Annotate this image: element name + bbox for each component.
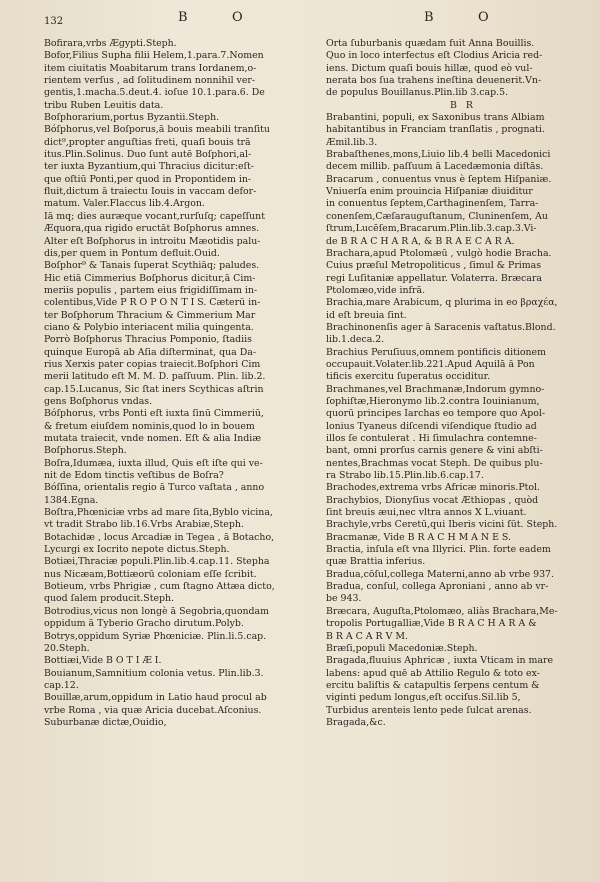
text-line: Alter eſt Boſphorus in introitu Mæotidis palu- (44, 235, 261, 247)
text-line: Bóſphorus, vrbs Ponti eſt iuxta ſinū Cimmeriū, (44, 408, 264, 420)
text-line: Bractia, inſula eſt vna Illyrici. Plin. forte eadem (326, 544, 551, 556)
text-line: Cuius præſul Metropoliticus , ſimul & Primas (326, 260, 542, 272)
text-line: item ciuitatis Moabitarum trans Iordanem,o- (44, 62, 257, 74)
text-line: Ptolomæo,vide infrā. (326, 284, 426, 296)
text-line: iens. Dictum quaſi bouis hillæ, quod eò vul- (326, 62, 533, 74)
text-line: nus Nicæam,Bottiæorū coloniam eſſe ſcribit. (44, 568, 257, 580)
text-line: Bradua,cōſul,collega Materni,anno ab vrbe 937. (326, 568, 555, 580)
right-column (326, 38, 600, 729)
text-line: itus.Plin.Solinus. Duo ſunt autē Boſphori,al- (44, 149, 252, 161)
text-line: ercitu baliſtis & catapultis ſerpens centum & (326, 679, 540, 691)
running-header (0, 10, 600, 30)
text-line: matum. Valer.Flaccus lib.4.Argon. (44, 198, 205, 210)
text-line: B R (450, 99, 476, 111)
text-line: Boſphorus.Steph. (44, 445, 127, 457)
text-line: ra Strabo lib.15.Plin.lib.6.cap.17. (326, 470, 484, 482)
running-letter-left-1: B (178, 10, 188, 25)
text-line: Brachodes,extrema vrbs Africæ minoris.Ptol. (326, 482, 541, 494)
text-line: Hic etiā Cimmerius Boſphorus dicitur,ā Cim- (44, 272, 256, 284)
text-line: Bradua, conſul, collega Aproniani , anno ab vr- (326, 581, 549, 593)
text-line: oppidum ā Tyberio Gracho dirutum.Polyb. (44, 618, 244, 630)
text-line: Boſphor⁹ & Tanais ſuperat Scythiāq; paludes. (44, 260, 260, 272)
text-line: Turbidus arenteis lento pede ſulcat arenas. (326, 704, 532, 716)
text-line: Quo in loco interfectus eſt Clodius Aricia red- (326, 50, 543, 62)
text-line: cap.15.Lucanus, Sic ſtat iners Scythicas aſtrin (44, 383, 264, 395)
text-line: de B R A C H A R A, & B R A E C A R A. (326, 235, 515, 247)
text-line: Brachia,mare Arabicum, q plurima in eo βραχέα, (326, 297, 558, 309)
text-line: Brachybios, Dionyſius vocat Æthiopas , quòd (326, 494, 539, 506)
text-line: habitantibus in Franciam tranſlatis , prognati. (326, 124, 545, 136)
text-line: Boſphorarium,portus Byzantii.Steph. (44, 112, 220, 124)
running-letter-right-2: O (478, 10, 489, 25)
text-line: ciano & Polybio interiacent milia quingenta. (44, 321, 254, 333)
text-line: lonius Tyaneus diſcendi viſendique ſtudio ad (326, 420, 537, 432)
running-letter-left-2: O (232, 10, 243, 25)
text-line: viginti pedum longus,eſt occiſus.Sil.lib 5, (326, 692, 521, 704)
text-line: nentes,Brachmas vocat Steph. De quibus plu- (326, 457, 543, 469)
text-line: quæ Brattia inferius. (326, 556, 426, 568)
text-line: Brachara,apud Ptolomæū , vulgò hodie Bracha. (326, 247, 552, 259)
text-line: Orta ſuburbanis quædam fuit Anna Bouillis. (326, 38, 535, 49)
text-line: lib.1.deca.2. (326, 334, 385, 346)
text-line: Botachidæ , locus Arcadiæ in Tegea , ā Botacho, (44, 531, 275, 543)
text-line: 20.Steph. (44, 642, 90, 654)
text-line: Bouillæ,arum,oppidum in Latio haud procul ab (44, 692, 267, 704)
text-line: Botrys,oppidum Syriæ Phœniciæ. Plin.li.5.cap. (44, 630, 267, 642)
text-line: gens Boſphorus vndas. (44, 395, 153, 407)
text-line: Porrò Boſphorus Thracius Pomponio, ſtadiis (44, 334, 252, 346)
text-line: rius Xerxis pater copias traiecit.Boſphori Cim (44, 358, 261, 370)
text-line: Brabantini, populi, ex Saxonibus trans Albiam (326, 112, 545, 124)
text-line: ter Boſphorum Thracium & Cimmerium Mar (44, 309, 256, 321)
text-line: rientem verſus , ad ſolitudinem nonnihil ver- (44, 75, 256, 87)
text-line: Bofor,Filius Supha filii Helem,1.para.7.Nomen (44, 50, 264, 62)
text-line: tificis exercitu ſuperatus occiditur. (326, 371, 491, 383)
text-line: que oſtiū Ponti,per quod in Propontidem in- (44, 173, 252, 185)
text-line: & fretum eiuſdem nominis,quod lo in bouem (44, 420, 255, 432)
text-line: Botiæi,Thraciæ populi.Plin.lib.4.cap.11. Stepha (44, 556, 270, 568)
left-column (44, 38, 318, 729)
text-line: id eſt breuia ſint. (326, 309, 407, 321)
text-line: ſtrum,Lucēſem,Bracarum.Plin.lib.3.cap.3.Vi- (326, 223, 537, 235)
text-line: Boſra,Idumæa, iuxta illud, Quis eſt iſte qui ve- (44, 457, 263, 469)
text-line: Bottiæi,Vide B O T I Æ I. (44, 655, 162, 667)
page-number: 132 (44, 16, 64, 27)
text-line: Lycurgi ex Iocrito nepote dictus.Steph. (44, 544, 230, 556)
text-line: quorū principes Iarchas eo tempore quo Apol- (326, 408, 546, 420)
text-line: Brachinonenſis ager ā Saracenis vaſtatus.Blond. (326, 321, 556, 333)
text-line: Boſtra,Phœniciæ vrbs ad mare ſita,Byblo vicina, (44, 507, 273, 519)
text-line: B R A C A R V M. (326, 630, 408, 642)
text-line: conenſem,Cæſarauguſtanum, Cluninenſem, Au (326, 210, 548, 222)
text-line: occupauit.Volater.lib.221.Apud Aquilā ā Pon (326, 358, 535, 370)
text-line: nerata bos ſua trahens ineſtina deuenerit.Vn- (326, 75, 542, 87)
text-line: Æquora,qua rigido eructāt Boſphorus amnes. (44, 223, 260, 235)
text-line: Brachmanes,vel Brachmanæ,Indorum gymno- (326, 383, 545, 395)
text-line: bant, omni prorſus carnis genere & vini abſti- (326, 445, 543, 457)
text-line: quinque Europā ab Aſia diſterminat, qua Da- (44, 346, 256, 358)
text-line: Brachyle,vrbs Ceretū,qui Iberis vicini ſūt. Steph. (326, 519, 558, 531)
text-line: regi Luſitaniæ appellatur. Volaterra. Bræcara (326, 272, 542, 284)
text-line: Botrodius,vicus non longè ā Segobria,quondam (44, 605, 269, 617)
text-line: dis,per quem in Pontum defluit.Ouid. (44, 247, 220, 259)
text-line: Botieum, vrbs Phrigiæ , cum ſtagno Attæa dicto, (44, 581, 275, 593)
text-line: Æmil.lib.3. (326, 136, 378, 148)
text-line: Bræſi,populi Macedoniæ.Steph. (326, 642, 478, 654)
text-line: ter iuxta Byzantium,qui Thracius dicitur:eſt- (44, 161, 254, 173)
text-line: quod ſalem producit.Steph. (44, 593, 175, 605)
text-line: Bragada,&c. (326, 716, 386, 728)
text-line: ſophiſtæ,Hieronymo lib.2.contra Iouinianum, (326, 395, 540, 407)
text-line: Bóſſina, orientalis regio ā Turco vaſtata , anno (44, 482, 265, 494)
text-line: Bræcara, Auguſta,Ptolomæo, aliàs Brachara,Me- (326, 605, 558, 617)
text-line: vrbe Roma , via quæ Aricia ducebat.Aſconius. (44, 704, 262, 716)
text-line: in conuentus ſeptem,Carthaginenſem, Tarra- (326, 198, 539, 210)
text-line: merii latitudo eſt M. M. D. paſſuum. Plin. lib.2. (44, 371, 266, 383)
text-line: meriis populis , partem eius frigidiſſimam in- (44, 284, 258, 296)
text-line: Brabaſthenes,mons,Liuio lib.4 belli Macedonici (326, 149, 551, 161)
text-line: ſint breuis æui,nec vltra annos X L.viuant. (326, 507, 527, 519)
text-line: gentis,1.macha.5.deut.4. ioſue 10.1.para.6. De (44, 87, 265, 99)
text-line: Suburbanæ dictæ,Ouidio, (44, 716, 167, 728)
text-line: Bracarum , conuentus vnus è ſeptem Hiſpaniæ. (326, 173, 552, 185)
text-line: Bragada,fluuius Aphricæ , iuxta Vticam in mare (326, 655, 554, 667)
text-line: dict⁹,propter anguſtias freti, quaſi bouis trā (44, 136, 251, 148)
text-line: Vniuerſa enim prouincia Hiſpaniæ diuiditur (326, 186, 533, 198)
text-line: 1384.Egna. (44, 494, 99, 506)
text-line: Bóſphorus,vel Boſporus,ā bouis meabili tranſitu (44, 124, 270, 136)
text-line: colentibus,Vide P R O P O N T I S. Cæterū in- (44, 297, 261, 309)
text-line: be 943. (326, 593, 362, 605)
text-line: decem millib. paſſuum ā Lacedæmonia diſtās. (326, 161, 544, 173)
text-line: vt tradit Strabo lib.16.Vrbs Arabiæ,Steph. (44, 519, 244, 531)
running-letter-right-1: B (424, 10, 434, 25)
text-line: illos ſe contulerat . Hi ſimulachra contemne- (326, 433, 537, 444)
text-line: cap.12. (44, 679, 79, 691)
text-line: fluit,dictum ā traiectu Iouis in vaccam defor- (44, 186, 257, 198)
text-line: Iā mq; dies auræque vocant,rurſuſq; capeſſunt (44, 210, 265, 222)
text-line: de populus Bouillanus.Plin.lib 3.cap.5. (326, 87, 509, 99)
text-line: Brachius Peruſiuus,omnem pontificis ditionem (326, 346, 546, 358)
text-line: Bofirara,vrbs Ægypti.Steph. (44, 38, 177, 49)
text-line: Bracmanæ, Vide B R A C H M A N E S. (326, 531, 512, 543)
text-line: mutata traiecit, vnde nomen. Eſt & alia Indiæ (44, 433, 262, 444)
text-line: tropolis Portugalliæ,Vide B R A C H A R A & (326, 618, 537, 630)
text-line: Bouianum,Samnitium colonia vetus. Plin.lib.3. (44, 667, 264, 679)
text-line: tribu Ruben Leuitis data. (44, 99, 164, 111)
text-line: labens: apud quē ab Attilio Regulo & toto ex- (326, 667, 540, 679)
text-line: nit de Edom tinctis veſtibus de Boſra? (44, 470, 224, 482)
